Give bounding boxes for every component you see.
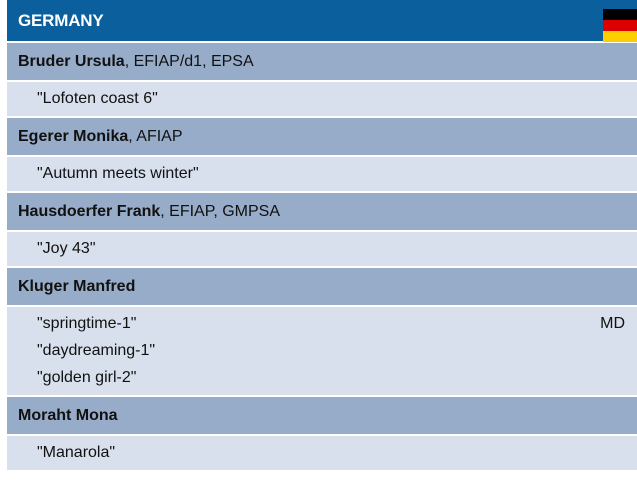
flag-stripe-gold	[603, 31, 637, 42]
author-distinctions: , AFIAP	[128, 127, 183, 145]
author-distinctions: , EFIAP, GMPSA	[160, 202, 281, 220]
flag-stripe-red	[603, 20, 637, 31]
author-row	[7, 268, 637, 305]
country-title: GERMANY	[18, 10, 104, 30]
country-header	[7, 0, 637, 41]
work-title: "golden girl-2"	[37, 368, 137, 386]
work-title: "Lofoten coast 6"	[37, 89, 158, 107]
author-row	[7, 43, 637, 80]
flag-stripe-black	[603, 9, 637, 20]
work-title: "Autumn meets winter"	[37, 164, 199, 182]
author-row	[7, 193, 637, 230]
author-distinctions: , EFIAP/d1, EPSA	[124, 52, 254, 70]
work-row	[37, 439, 637, 466]
work-award: MD	[600, 314, 625, 332]
author-name: Bruder Ursula	[18, 52, 125, 70]
author-row	[7, 397, 637, 434]
work-row	[37, 337, 637, 364]
works-block	[7, 82, 637, 116]
works-block	[7, 307, 637, 395]
work-title: "daydreaming-1"	[37, 341, 156, 359]
work-row	[37, 160, 637, 187]
work-title: "springtime-1"	[37, 314, 137, 332]
works-block	[7, 436, 637, 470]
author-name: Hausdoerfer Frank	[18, 202, 161, 220]
works-block	[7, 157, 637, 191]
work-title: "Manarola"	[37, 443, 116, 461]
results-list	[7, 0, 637, 494]
work-title: "Joy 43"	[37, 239, 96, 257]
author-name: Moraht Mona	[18, 406, 118, 424]
work-row	[37, 85, 637, 112]
work-row	[37, 310, 637, 337]
author-name: Kluger Manfred	[18, 277, 136, 295]
germany-flag-icon	[603, 9, 637, 42]
author-row	[7, 118, 637, 155]
work-row	[37, 364, 637, 391]
works-block	[7, 232, 637, 266]
author-name: Egerer Monika	[18, 127, 129, 145]
work-row	[37, 235, 637, 262]
